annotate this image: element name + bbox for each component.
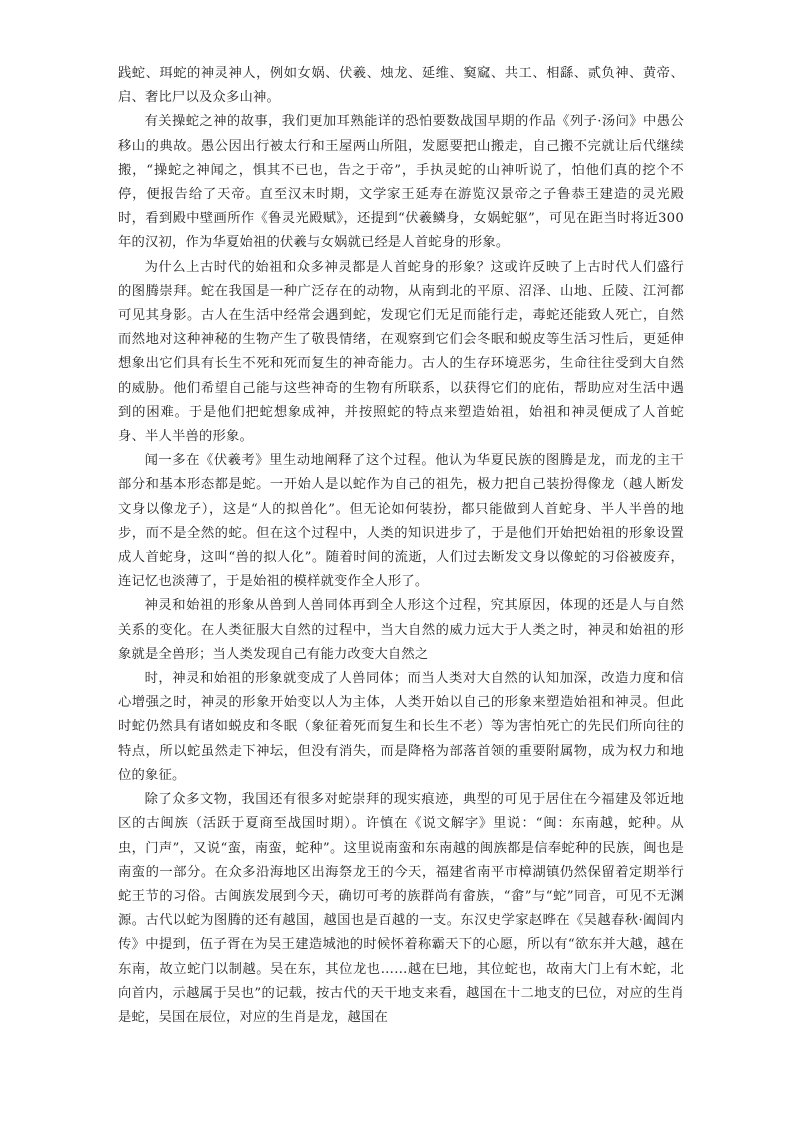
paragraph-7: 除了众多文物，我国还有很多对蛇崇拜的现实痕迹，典型的可见于居住在今福建及邻近地区的古闽族（活跃于夏商至战国时期）。许慎在《说文解字》里说：“闽：东南越，蛇种。从虫，门声”，又说“蛮，南蛮，蛇种”。这里说南蛮和东南越的闽族都是信奉蛇种的民族，闽也是南蛮的一部分。在众多沿海地区出海祭龙王的今天，福建省南平市樟湖镇仍然保留着定期举行蛇王节的习俗。古闽族发展到今天，确切可考的族群尚有畲族，“畲”与“蛇”同音，可见不无渊源。古代以蛇为图腾的还有越国，越国也是百越的一支。东汉史学家赵晔在《吴越春秋·阖闾内传》中提到，伍子胥在为吴王建造城池的时候怀着称霸天下的心愿，所以有“欲东并大越，越在东南，故立蛇门以制越。吴在东，其位龙也……越在巳地，其位蛇也，故南大门上有木蛇，北向首内，示越属于吴也”的记载，按古代的天干地支来看，越国在十二地支的巳位，对应的生肖是蛇，吴国在辰位，对应的生肖是龙，越国在 bbox=[118, 792, 684, 1025]
paragraph-2: 有关操蛇之神的故事，我们更加耳熟能详的恐怕要数战国早期的作品《列子·汤问》中愚公移山的典故。愚公因出行被太行和王屋两山所阻，发愿要把山搬走，自己搬不完就让后代继续搬，“操蛇之神闻之，惧其不已也，告之于帝”，手执灵蛇的山神听说了，怕他们真的挖个不停，便报告给了天帝。直至汉末时期，文学家王延寿在游览汉景帝之子鲁恭王建造的灵光殿时，看到殿中壁画所作《鲁灵光殿赋》，还提到“伏羲鳞身，女娲蛇躯”，可见在距当时将近300年的汉初，作为华夏始祖的伏羲与女娲就已经是人首蛇身的形象。 bbox=[118, 114, 684, 251]
paragraph-6: 时，神灵和始祖的形象就变成了人兽同体；而当人类对大自然的认知加深，改造力度和信心增强之时，神灵的形象开始变以人为主体，人类开始以自己的形象来塑造始祖和神灵。但此时蛇仍然具有诸如蜕皮和冬眠（象征着死而复生和长生不老）等为害怕死亡的先民们所向往的特点，所以蛇虽然走下神坛，但没有消失，而是降格为部落首领的重要附属物，成为权力和地位的象征。 bbox=[118, 671, 684, 783]
paragraph-5: 神灵和始祖的形象从兽到人兽同体再到全人形这个过程，究其原因，体现的还是人与自然关系的变化。在人类征服大自然的过程中，当大自然的威力远大于人类之时，神灵和始祖的形象就是全兽形；当人类发现自己有能力改变大自然之 bbox=[118, 598, 684, 662]
paragraph-4: 闻一多在《伏羲考》里生动地阐释了这个过程。他认为华夏民族的图腾是龙，而龙的主干部分和基本形态都是蛇。一开始人是以蛇作为自己的祖先，极力把自己装扮得像龙（越人断发文身以像龙子），这是“人的拟兽化”。但无论如何装扮，都只能做到人首蛇身、半人半兽的地步，而不是全然的蛇。但在这个过程中，人类的知识进步了，于是他们开始把始祖的形象设置成人首蛇身，这叫“兽的拟人化”。随着时间的流逝，人们过去断发文身以像蛇的习俗被废弃，连记忆也淡薄了，于是始祖的模样就变作全人形了。 bbox=[118, 453, 684, 590]
paragraph-1: 践蛇、珥蛇的神灵神人，例如女娲、伏羲、烛龙、延维、窫窳、共工、相繇、贰负神、黄帝、启、奢比尸以及众多山神。 bbox=[118, 66, 684, 106]
document-page bbox=[118, 62, 684, 1030]
paragraph-3: 为什么上古时代的始祖和众多神灵都是人首蛇身的形象？这或许反映了上古时代人们盛行的图腾崇拜。蛇在我国是一种广泛存在的动物，从南到北的平原、沼泽、山地、丘陵、江河都可见其身影。古人在生活中经常会遇到蛇，发现它们无足而能行走，毒蛇还能致人死亡，自然而然地对这种神秘的生物产生了敬畏情绪，在观察到它们会冬眠和蜕皮等生活习性后，更延伸想象出它们具有长生不死和死而复生的神奇能力。古人的生存环境恶劣，生命往往受到大自然的威胁。他们希望自己能与这些神奇的生物有所联系，以获得它们的庇佑，帮助应对生活中遇到的困难。于是他们把蛇想象成神，并按照蛇的特点来塑造始祖，始祖和神灵便成了人首蛇身、半人半兽的形象。 bbox=[118, 259, 684, 445]
